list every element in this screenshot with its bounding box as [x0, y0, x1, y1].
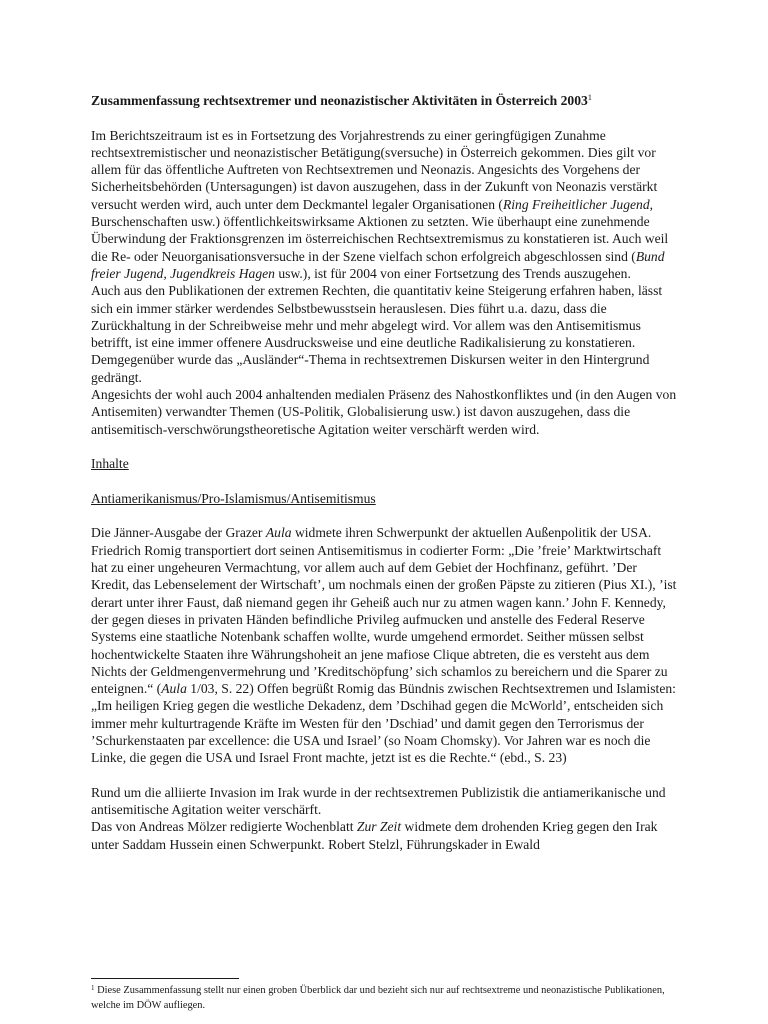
document-body [91, 92, 677, 853]
intro-paragraph-3: Angesichts der wohl auch 2004 anhaltenden medialen Präsenz des Nahostkonfliktes und (in den Augen von Antisemiten) verwandter Themen (US-Politik, Globalisierung usw.) ist davon auszugehen, dass die antisemitisch-verschwörungstheoretische Agitation weiter verschärft werden wird. [91, 387, 677, 437]
document-title [91, 92, 677, 109]
subsection-heading: Antiamerikanismus/Pro-Islamismus/Antisemitismus [91, 490, 376, 506]
footnote-separator [91, 978, 239, 979]
title-text: Zusammenfassung rechtsextremer und neonazistischer Aktivitäten in Österreich 2003 [91, 93, 588, 108]
body-paragraph-2: Rund um die alliierte Invasion im Irak wurde in der rechtsextremen Publizistik die antiamerikanische und antisemitische Agitation weiter verschärft. [91, 784, 666, 818]
intro-paragraph-1: Im Berichtszeitraum ist es in Fortsetzung des Vorjahrestrends zu einer geringfügigen Zunahme rechtsextremistischer und neonazistischer Betätigung(sversuche) in Österreich gekommen. Dies gilt vor allem für das öffentliche Auftreten von Rechtsextremen und Neonazis. Angesichts des Vorgehens der Sicherheitsbehörden (Untersagungen) ist davon auszugehen, dass in der Zukunft von Neonazis verstärkt versucht werden wird, auch unter dem Deckmantel legaler Organisationen (Ring Freiheitlicher Jugend, Burschenschaften usw.) öffentlichkeitswirksame Aktionen zu setzten. Wie überhaupt eine zunehmende Überwindung der Fraktionsgrenzen im österreichischen Rechtsextremismus zu konstatieren ist. Auch weil die Re- oder Neuorganisationsversuche in der Szene vielfach schon erfolgreich abgeschlossen sind (Bund freier Jugend, Jugendkreis Hagen usw.), ist für 2004 von einer Fortsetzung des Trends auszugehen. [91, 127, 669, 281]
footnote-area [91, 978, 677, 1013]
section-heading: Inhalte [91, 456, 129, 472]
intro-paragraph-2: Auch aus den Publikationen der extremen Rechten, die quantitativ keine Steigerung erfahren haben, lässt sich ein immer stärker werdendes Selbstbewusstsein herauslesen. Dies führt u.a. dazu, dass die Zurückhaltung in der Schreibweise mehr und mehr abgelegt wird. Vor allem was den Antisemitismus betrifft, ist eine immer offenere Ausdrucksweise und eine deutliche Radikalisierung zu konstatieren. Demgegenüber wurde das „Ausländer“-Thema in rechtsextremen Diskursen weiter in den Hintergrund gedrängt. [91, 283, 663, 385]
body-paragraph-1: Die Jänner-Ausgabe der Grazer Aula widmete ihren Schwerpunkt der aktuellen Außenpolitik der USA. Friedrich Romig transportiert dort seinen Antisemitismus in codierter Form: „Die ’freie’ Marktwirtschaft hat zu einer ungeheuren Vermachtung, vor allem auch auf dem Gebiet der Hochfinanz, geführt. ’Der Kredit, das Lebenselement der Wirtschaft’, um nochmals einen der großen Päpste zu zitieren (Pius XI.), ’ist derart unter ihrer Faust, daß niemand gegen ihr Geheiß auch nur zu atmen wagen kann.’ John F. Kennedy, der gegen dieses in privaten Händen befindliche Privileg aufmucken und anstelle des Federal Reserve Systems eine staatliche Notenbank schaffen wollte, wurde umgehend ermordet. Seither müssen selbst hochentwickelte Staaten ihre Währungshoheit an jene mafiose Clique abtreten, die es versteht aus dem Nichts der Geldmengenvermehrung und ’Kreditschöpfung’ sich schamlos zu bereichern und die Sparer zu enteignen.“ (Aula 1/03, S. 22) Offen begrüßt Romig das Bündnis zwischen Rechtsextremen und Islamisten: „Im heiligen Krieg gegen die westliche Dekadenz, dem ’Dschihad gegen die McWorld’, entscheiden sich immer mehr kulturtragende Kräfte im Westen für den ’Dschiad’ und damit gegen den Terrorismus der ’Schurkenstaaten par excellence: die USA und Israel’ (so Noam Chomsky). Vor Jahren war es noch die Linke, die gegen die USA und Israel Front machte, jetzt ist es die Rechte.“ (ebd., S. 23) [91, 525, 677, 766]
footnote-ref[interactable]: 1 [587, 92, 593, 102]
body-paragraph-3: Das von Andreas Mölzer redigierte Wochenblatt Zur Zeit widmete dem drohenden Krieg gegen den Irak unter Saddam Hussein einen Schwerpunkt. Robert Stelzl, Führungskader in Ewald [91, 819, 658, 852]
footnote-1: $^1$ Diese Zusammenfassung stellt nur einen groben Überblick dar und bezieht sich nur auf rechtsextreme und neonazistische Publikationen, welche im DÖW aufliegen. [91, 984, 665, 1011]
